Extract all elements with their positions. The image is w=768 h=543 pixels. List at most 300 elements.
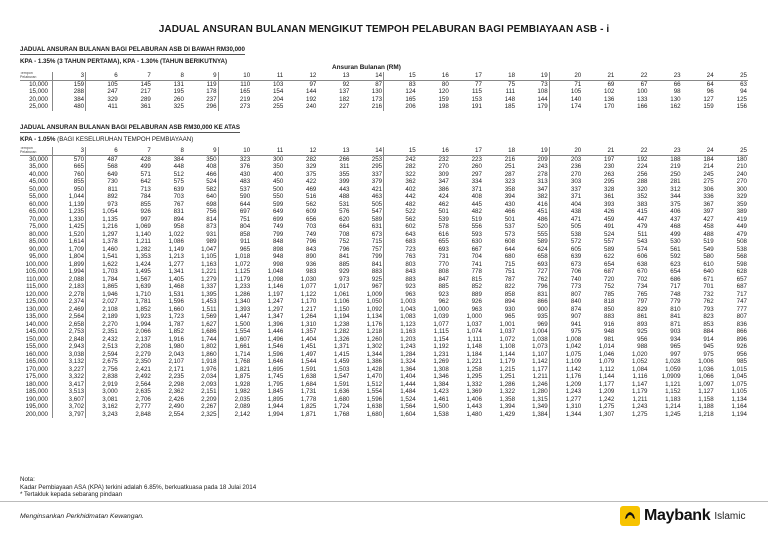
installment-cell: 1,396 xyxy=(267,320,284,328)
installment-cell: 1,384 xyxy=(532,410,548,418)
installment-cell: 209 xyxy=(537,155,548,163)
installment-cell: 1,163 xyxy=(384,328,417,336)
term-header: 23 xyxy=(648,72,681,80)
installment-cell: 898 xyxy=(272,245,284,253)
installment-cell: 295 xyxy=(371,163,383,170)
installment-cell: 394 xyxy=(504,193,516,200)
installment-cell: 1,115 xyxy=(433,328,449,335)
amount-cell: 110,000 xyxy=(20,276,53,284)
installment-cell: 2,421 xyxy=(135,365,151,373)
installment-cell: 967 xyxy=(371,283,383,290)
term-header: 22 xyxy=(615,147,648,155)
installment-cell: 956 xyxy=(736,350,747,358)
installment-cell: 975 xyxy=(703,350,714,358)
installment-cell: 671 xyxy=(703,275,714,283)
installment-cell: 191 xyxy=(471,103,482,110)
installment-cell: 606 xyxy=(637,253,648,260)
installment-cell: 1,680 xyxy=(366,410,383,418)
installment-cell: 1,214 xyxy=(665,403,681,410)
installment-cell: 693 xyxy=(537,260,548,268)
notes-heading: Nota: xyxy=(20,476,35,483)
term-header: 17 xyxy=(450,147,483,155)
installment-cell: 1,092 xyxy=(366,305,383,313)
installment-cell: 174 xyxy=(549,103,582,111)
installment-cell: 416 xyxy=(537,200,548,208)
term-header: 16 xyxy=(417,147,450,155)
installment-cell: 1,105 xyxy=(201,253,217,260)
installment-cell: 572 xyxy=(549,238,582,246)
installment-cell: 1,044 xyxy=(68,193,85,200)
installment-cell: 831 xyxy=(537,290,548,298)
installment-cell: 488 xyxy=(339,193,350,200)
installment-cell: 1,684 xyxy=(300,380,317,388)
installment-cell: 2,066 xyxy=(135,328,151,335)
installment-cell: 512 xyxy=(173,170,184,178)
installment-cell: 397 xyxy=(703,208,714,215)
installment-cell: 640 xyxy=(206,193,217,200)
installment-cell: 1,871 xyxy=(300,410,317,418)
table-row xyxy=(20,171,748,179)
installment-cell: 708 xyxy=(339,230,350,238)
installment-cell: 297 xyxy=(471,170,482,178)
installment-cell: 962 xyxy=(438,298,449,305)
amount-cell: 30,000 xyxy=(20,155,53,163)
term-header: 20 xyxy=(549,72,582,80)
installment-cell: 204 xyxy=(272,95,284,103)
installment-cell: 969 xyxy=(537,320,548,328)
installment-cell: 687 xyxy=(736,283,747,290)
installment-cell: 649 xyxy=(272,208,284,215)
installment-cell: 350 xyxy=(272,163,284,170)
table-row xyxy=(20,313,748,321)
installment-cell: 1,109 xyxy=(549,358,582,366)
installment-cell: 153 xyxy=(471,95,482,103)
installment-cell: 644 xyxy=(504,245,516,253)
amount-cell: 45,000 xyxy=(20,178,53,186)
installment-cell: 1,636 xyxy=(334,388,350,395)
installment-cell: 522 xyxy=(384,208,417,216)
installment-cell: 699 xyxy=(272,215,284,223)
amount-cell: 105,000 xyxy=(20,268,53,276)
installment-cell: 1,163 xyxy=(201,260,217,268)
installment-cell: 1,112 xyxy=(599,365,615,373)
installment-cell: 469 xyxy=(306,185,317,193)
table-row xyxy=(20,411,748,419)
installment-cell: 1,123 xyxy=(384,321,417,329)
installment-cell: 639 xyxy=(549,253,582,261)
installment-cell: 260 xyxy=(173,95,184,103)
installment-cell: 1,039 xyxy=(433,313,449,320)
installment-cell: 426 xyxy=(604,208,615,215)
installment-cell: 362 xyxy=(384,178,417,186)
installment-cell: 179 xyxy=(537,103,548,110)
installment-cell: 217 xyxy=(140,88,151,95)
installment-cell: 1,326 xyxy=(334,335,350,343)
table-row xyxy=(20,358,748,366)
installment-cell: 1,286 xyxy=(218,291,251,299)
installment-cell: 500 xyxy=(272,185,284,193)
installment-cell: 907 xyxy=(549,313,582,321)
installment-cell: 1,245 xyxy=(665,410,681,418)
installment-cell: 657 xyxy=(736,275,747,283)
installment-cell: 1,277 xyxy=(549,396,582,404)
amount-cell: 55,000 xyxy=(20,193,53,201)
installment-cell: 751 xyxy=(218,216,251,224)
installment-cell: 1,243 xyxy=(631,403,648,410)
installment-cell: 156 xyxy=(736,103,747,110)
installment-cell: 1,541 xyxy=(86,253,119,261)
installment-cell: 963 xyxy=(384,291,417,299)
installment-cell: 486 xyxy=(537,215,548,223)
installment-cell: 575 xyxy=(173,178,184,185)
installment-cell: 1,097 xyxy=(698,380,714,388)
installment-cell: 3,607 xyxy=(68,395,85,403)
installment-cell: 643 xyxy=(384,231,417,239)
installment-cell: 936 xyxy=(306,260,317,268)
installment-cell: 1,275 xyxy=(598,403,615,410)
installment-cell: 1,154 xyxy=(433,335,449,343)
section1-title: JADUAL ANSURAN BULANAN BAGI PELABURAN ASB DI BAWAH RM30,000 xyxy=(20,46,245,53)
installment-cell: 578 xyxy=(438,223,449,230)
installment-cell: 1,714 xyxy=(218,351,251,359)
installment-cell: 680 xyxy=(504,253,516,260)
installment-cell: 1,050 xyxy=(366,298,383,305)
installment-cell: 296 xyxy=(206,103,217,110)
installment-cell: 2,137 xyxy=(135,335,151,343)
installment-cell: 415 xyxy=(637,208,648,215)
installment-cell: 852 xyxy=(471,283,482,290)
installment-cell: 442 xyxy=(384,193,417,201)
installment-cell: 505 xyxy=(371,200,383,208)
installment-cell: 997 xyxy=(670,350,681,358)
installment-cell: 855 xyxy=(140,200,151,208)
logo-islamic: Islamic xyxy=(714,510,746,522)
installment-cell: 1,638 xyxy=(300,373,317,380)
amount-cell: 125,000 xyxy=(20,298,53,306)
installment-cell: 1,660 xyxy=(168,305,184,313)
installment-cell: 1,302 xyxy=(366,343,383,350)
installment-cell: 1,332 xyxy=(466,380,482,388)
installment-cell: 1,216 xyxy=(86,223,119,231)
installment-cell: 2,564 xyxy=(68,313,85,320)
installment-cell: 480 xyxy=(73,103,85,110)
amount-cell: 50,000 xyxy=(20,186,53,194)
installment-cell: 1,459 xyxy=(334,358,350,365)
installment-cell: 610 xyxy=(703,260,714,268)
notes-line2: * Tertakluk kepada sebarang pindaan xyxy=(20,491,123,498)
term-header: 13 xyxy=(317,72,350,80)
installment-cell: 1,405 xyxy=(168,275,184,283)
table-row xyxy=(20,283,748,291)
installment-cell: 599 xyxy=(272,200,284,208)
installment-cell: 590 xyxy=(218,193,251,201)
installment-cell: 779 xyxy=(670,298,681,305)
installment-cell: 1,0909 xyxy=(661,373,681,380)
installment-cell: 605 xyxy=(549,246,582,254)
installment-cell: 2,035 xyxy=(218,396,251,404)
installment-cell: 1,768 xyxy=(218,358,251,366)
installment-cell: 620 xyxy=(339,215,350,223)
term-header: 20 xyxy=(549,147,582,155)
installment-cell: 568 xyxy=(86,163,119,171)
installment-cell: 127 xyxy=(703,95,714,103)
installment-cell: 622 xyxy=(604,253,615,260)
installment-cell: 1,183 xyxy=(665,395,681,403)
installment-cell: 479 xyxy=(736,230,747,238)
installment-cell: 1,928 xyxy=(218,381,251,389)
installment-cell: 734 xyxy=(637,283,648,290)
installment-cell: 2,235 xyxy=(168,373,184,380)
installment-cell: 589 xyxy=(537,238,548,245)
header-label-tempoh: Tempoh xyxy=(20,72,33,76)
installment-cell: 250 xyxy=(670,170,681,178)
amount-cell: 15,000 xyxy=(20,88,53,96)
installment-cell: 111 xyxy=(505,88,516,95)
table-row xyxy=(20,343,748,351)
installment-cell: 1,072 xyxy=(499,335,516,343)
installment-cell: 1,364 xyxy=(384,366,417,374)
installment-cell: 814 xyxy=(206,215,217,223)
installment-cell: 1,009 xyxy=(366,290,383,298)
installment-cell: 1,014 xyxy=(598,343,615,350)
installment-cell: 831 xyxy=(173,208,184,215)
installment-cell: 1,149 xyxy=(168,245,184,253)
installment-cell: 1,020 xyxy=(631,350,648,358)
installment-cell: 981 xyxy=(604,335,615,343)
table-row xyxy=(20,103,748,111)
installment-cell: 749 xyxy=(272,223,284,230)
installment-cell: 206 xyxy=(384,103,417,111)
installment-cell: 989 xyxy=(206,238,217,245)
installment-cell: 447 xyxy=(637,215,648,223)
installment-cell: 185 xyxy=(504,103,516,110)
amount-cell: 35,000 xyxy=(20,163,53,171)
installment-cell: 210 xyxy=(736,163,747,170)
amount-cell: 195,000 xyxy=(20,403,53,411)
term-header: 3 xyxy=(53,147,86,155)
installment-cell: 483 xyxy=(218,178,251,186)
term-header: 9 xyxy=(185,72,218,80)
installment-cell: 866 xyxy=(537,298,548,305)
installment-cell: 683 xyxy=(384,238,417,246)
installment-cell: 182 xyxy=(339,95,350,103)
installment-cell: 2,278 xyxy=(68,290,85,298)
installment-cell: 531 xyxy=(339,200,350,208)
installment-cell: 2,594 xyxy=(86,351,119,359)
installment-cell: 815 xyxy=(471,275,482,283)
installment-cell: 785 xyxy=(604,290,615,298)
notes xyxy=(20,476,256,499)
installment-cell: 256 xyxy=(637,170,648,178)
installment-cell: 703 xyxy=(306,223,317,230)
installment-cell: 1,004 xyxy=(532,328,548,335)
installment-cell: 836 xyxy=(736,320,747,328)
installment-cell: 334 xyxy=(471,178,482,185)
installment-cell: 1,695 xyxy=(267,365,284,373)
term-header: 18 xyxy=(483,72,516,80)
installment-cell: 1,158 xyxy=(698,395,714,403)
section2-title: JADUAL ANSURAN BULANAN BAGI PELABURAN ASB RM30,000 KE ATAS xyxy=(20,124,241,131)
maybank-logo xyxy=(620,505,746,527)
installment-cell: 841 xyxy=(371,260,383,268)
installment-cell: 1,710 xyxy=(135,290,151,298)
installment-cell: 670 xyxy=(637,268,648,275)
installment-cell: 2,564 xyxy=(135,380,151,388)
table-row xyxy=(20,186,748,194)
installment-cell: 1,554 xyxy=(218,328,251,336)
installment-cell: 2,675 xyxy=(86,358,119,366)
installment-cell: 516 xyxy=(306,193,317,200)
installment-cell: 2,108 xyxy=(86,306,119,314)
table-row xyxy=(20,155,748,163)
installment-cell: 1,277 xyxy=(168,260,184,268)
installment-cell: 1,731 xyxy=(300,388,317,395)
installment-cell: 1,443 xyxy=(466,403,482,410)
installment-cell: 108 xyxy=(537,88,548,95)
installment-cell: 1,724 xyxy=(334,403,350,410)
installment-cell: 873 xyxy=(206,223,217,230)
installment-cell: 624 xyxy=(537,245,548,253)
installment-cell: 793 xyxy=(703,305,714,313)
installment-cell: 883 xyxy=(384,276,417,284)
table-row xyxy=(20,373,748,381)
installment-cell: 593 xyxy=(471,230,482,238)
installment-cell: 1,116 xyxy=(632,373,648,380)
installment-cell: 916 xyxy=(604,320,615,328)
installment-cell: 855 xyxy=(73,178,85,185)
installment-cell: 1,976 xyxy=(201,365,217,373)
header-corner xyxy=(20,72,53,80)
term-header: 8 xyxy=(152,147,185,155)
installment-cell: 1,918 xyxy=(201,358,217,365)
table-row xyxy=(20,88,748,96)
installment-cell: 1,347 xyxy=(267,313,284,320)
installment-cell: 568 xyxy=(736,253,747,260)
table-row xyxy=(20,388,748,396)
table-row xyxy=(20,253,748,261)
installment-cell: 2,848 xyxy=(68,335,85,343)
installment-cell: 224 xyxy=(637,163,648,170)
term-header: 15 xyxy=(384,72,417,80)
installment-cell: 1,170 xyxy=(300,298,317,305)
installment-cell: 2,034 xyxy=(201,373,217,380)
installment-cell: 2,171 xyxy=(168,365,184,373)
installment-cell: 148 xyxy=(504,95,516,103)
installment-cell: 1,406 xyxy=(466,395,482,403)
installment-cell: 347 xyxy=(537,185,548,193)
installment-cell: 1,059 xyxy=(665,365,681,373)
installment-cell: 300 xyxy=(272,155,284,163)
installment-cell: 131 xyxy=(173,80,184,88)
installment-cell: 1,218 xyxy=(698,410,714,418)
term-header: 24 xyxy=(682,147,715,155)
installment-cell: 704 xyxy=(471,253,482,260)
table-row xyxy=(20,298,748,306)
installment-cell: 430 xyxy=(504,200,516,208)
installment-cell: 3,797 xyxy=(68,410,85,418)
installment-cell: 1,394 xyxy=(499,403,516,410)
installment-cell: 1,000 xyxy=(433,305,449,313)
installment-cell: 1,139 xyxy=(68,200,85,208)
installment-cell: 64 xyxy=(706,80,714,88)
installment-cell: 702 xyxy=(637,275,648,283)
installment-cell: 1,923 xyxy=(135,313,151,320)
page-title: JADUAL ANSURAN BULANAN MENGIKUT TEMPOH PELABURAN BAGI PEMBIAYAAN ASB - i xyxy=(158,24,610,35)
installment-cell: 2,189 xyxy=(86,313,119,321)
installment-cell: 929 xyxy=(339,268,350,275)
installment-cell: 574 xyxy=(637,245,648,253)
installment-cell: 371 xyxy=(549,193,582,201)
installment-cell: 1,596 xyxy=(267,350,284,358)
term-header: 9 xyxy=(185,147,218,155)
table-row xyxy=(20,276,748,284)
installment-cell: 524 xyxy=(206,178,217,185)
installment-cell: 1,134 xyxy=(731,395,747,403)
installment-cell: 320 xyxy=(637,185,648,193)
installment-cell: 1,047 xyxy=(201,245,217,253)
installment-cell: 1,152 xyxy=(665,388,681,395)
installment-cell: 576 xyxy=(339,208,350,215)
installment-cell: 1,086 xyxy=(168,238,184,245)
installment-cell: 367 xyxy=(703,200,714,208)
installment-cell: 3,162 xyxy=(86,403,119,411)
installment-cell: 784 xyxy=(140,193,151,200)
installment-cell: 2,027 xyxy=(86,298,119,306)
installment-cell: 582 xyxy=(206,185,217,193)
installment-cell: 885 xyxy=(438,283,449,290)
installment-cell: 242 xyxy=(384,155,417,163)
installment-cell: 100 xyxy=(637,88,648,95)
amount-cell: 20,000 xyxy=(20,96,53,104)
installment-cell: 983 xyxy=(306,268,317,275)
installment-cell: 1,497 xyxy=(300,350,317,358)
section1-ansuran-label: Ansuran Bulanan (RM) xyxy=(332,64,401,71)
installment-cell: 751 xyxy=(504,268,516,275)
amount-cell: 95,000 xyxy=(20,253,53,261)
installment-cell: 640 xyxy=(703,268,714,275)
installment-cell: 323 xyxy=(218,155,251,163)
installment-cell: 487 xyxy=(86,155,119,163)
installment-cell: 87 xyxy=(375,80,383,88)
installment-cell: 1,393 xyxy=(218,306,251,314)
table-row xyxy=(20,216,748,224)
installment-cell: 1,192 xyxy=(433,343,449,350)
installment-cell: 371 xyxy=(471,185,482,193)
amount-cell: 165,000 xyxy=(20,358,53,366)
installment-cell: 1,358 xyxy=(499,395,516,403)
table-row xyxy=(20,328,748,336)
amount-cell: 90,000 xyxy=(20,246,53,254)
installment-cell: 965 xyxy=(218,246,251,254)
installment-cell: 2,043 xyxy=(168,350,184,358)
installment-cell: 482 xyxy=(471,208,482,215)
installment-cell: 804 xyxy=(218,223,251,231)
installment-cell: 1,264 xyxy=(300,313,317,320)
installment-cell: 861 xyxy=(637,313,648,320)
installment-cell: 275 xyxy=(703,178,714,185)
term-header: 23 xyxy=(648,147,681,155)
installment-cell: 1,042 xyxy=(549,343,582,351)
installment-cell: 1,188 xyxy=(698,403,714,410)
installment-cell: 382 xyxy=(537,193,548,200)
installment-cell: 1,596 xyxy=(168,298,184,305)
table-row xyxy=(20,178,748,186)
installment-cell: 1,218 xyxy=(366,328,383,335)
installment-cell: 309 xyxy=(438,170,449,178)
installment-cell: 1,194 xyxy=(334,313,350,320)
installment-cell: 1,569 xyxy=(201,313,217,320)
amount-cell: 80,000 xyxy=(20,231,53,239)
